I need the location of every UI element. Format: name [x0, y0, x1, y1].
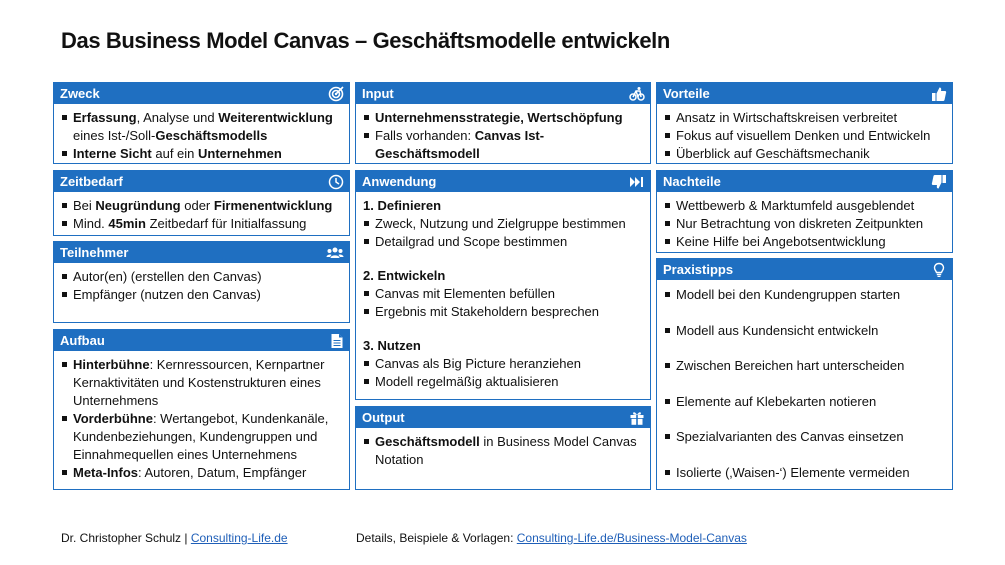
zweck-header	[54, 83, 349, 104]
list-item: Keine Hilfe bei Angebotsentwicklung	[664, 233, 946, 251]
output-header	[356, 407, 650, 428]
target-icon	[328, 86, 344, 102]
list-item: Empfänger (nutzen den Canvas)	[61, 286, 343, 304]
fast-forward-icon	[629, 174, 645, 190]
anwendung-box	[355, 170, 651, 400]
step-title: 3. Nutzen	[363, 338, 421, 353]
thumbs-up-icon	[931, 86, 947, 102]
zeitbedarf-box	[53, 170, 350, 236]
details-link[interactable]: Consulting-Life.de/Business-Model-Canvas	[516, 531, 747, 545]
list-item: Canvas mit Elementen befüllen	[363, 285, 644, 303]
list-item: Bei Neugründung oder Firmenentwicklung	[61, 197, 343, 215]
list-item: Ansatz in Wirtschaftskreisen verbreitet	[664, 109, 946, 127]
zeitbedarf-header	[54, 171, 349, 192]
list-item: Detailgrad und Scope bestimmen	[363, 233, 644, 251]
list-item: Ergebnis mit Stakeholdern besprechen	[363, 303, 644, 321]
list-item: Elemente auf Klebekarten notieren	[664, 393, 946, 411]
list-item: Nur Betrachtung von diskreten Zeitpunkten	[664, 215, 946, 233]
praxistipps-heading: Praxistipps	[663, 262, 734, 277]
list-item: Zweck, Nutzung und Zielgruppe bestimmen	[363, 215, 644, 233]
nachteile-header	[657, 171, 952, 192]
anwendung-heading: Anwendung	[362, 174, 437, 189]
zweck-heading: Zweck	[60, 86, 100, 101]
people-icon	[326, 245, 344, 261]
teilnehmer-header	[54, 242, 349, 263]
list-item: Isolierte (‚Waisen-‘) Elemente vermeiden	[664, 464, 946, 482]
output-box	[355, 406, 651, 490]
input-heading: Input	[362, 86, 394, 101]
vorteile-heading: Vorteile	[663, 86, 710, 101]
list-item: Mind. 45min Zeitbedarf für Initialfassung	[61, 215, 343, 233]
list-item: Geschäftsmodell in Business Model Canvas Notation	[363, 433, 644, 469]
nachteile-box	[656, 170, 953, 253]
list-item: Wettbewerb & Marktumfeld ausgeblendet	[664, 197, 946, 215]
document-icon	[330, 333, 344, 349]
aufbau-header	[54, 330, 349, 351]
list-item: Zwischen Bereichen hart unterscheiden	[664, 357, 946, 375]
footer-author: Dr. Christopher Schulz | Consulting-Life.de	[61, 531, 288, 545]
footer-details: Details, Beispiele & Vorlagen: Consulting-Life.de/Business-Model-Canvas	[356, 531, 747, 545]
list-item: Canvas als Big Picture heranziehen	[363, 355, 644, 373]
praxistipps-header	[657, 259, 952, 280]
list-item: Interne Sicht auf ein Unternehmen	[61, 145, 343, 163]
aufbau-heading: Aufbau	[60, 333, 105, 348]
step-title: 2. Entwickeln	[363, 268, 446, 283]
input-header	[356, 83, 650, 104]
lightbulb-icon	[931, 262, 947, 278]
teilnehmer-heading: Teilnehmer	[60, 245, 129, 260]
list-item: Erfassung, Analyse und Weiterentwicklung eines Ist-/Soll-Geschäftsmodells	[61, 109, 343, 145]
praxistipps-box	[656, 258, 953, 490]
zeitbedarf-heading: Zeitbedarf	[60, 174, 123, 189]
aufbau-box	[53, 329, 350, 490]
zweck-box	[53, 82, 350, 164]
anwendung-header	[356, 171, 650, 192]
list-item: Fokus auf visuellem Denken und Entwickeln	[664, 127, 946, 145]
teilnehmer-box	[53, 241, 350, 323]
list-item: Modell bei den Kundengruppen starten	[664, 286, 946, 304]
list-item: Hinterbühne: Kernressourcen, Kernpartner Kernaktivitäten und Kostenstrukturen eines Unternehmens	[61, 356, 343, 410]
author-link[interactable]: Consulting-Life.de	[190, 531, 288, 545]
list-item: Modell regelmäßig aktualisieren	[363, 373, 644, 391]
list-item: Vorderbühne: Wertangebot, Kundenkanäle, Kundenbeziehungen, Kundengruppen und Einnahmequellen eines Unternehmens	[61, 410, 343, 464]
list-item: Falls vorhanden: Canvas Ist-Geschäftsmodell	[363, 127, 644, 163]
nachteile-heading: Nachteile	[663, 174, 721, 189]
clock-icon	[328, 174, 344, 190]
step-title: 1. Definieren	[363, 198, 442, 213]
list-item: Überblick auf Geschäftsmechanik	[664, 145, 946, 163]
list-item: Meta-Infos: Autoren, Datum, Empfänger	[61, 464, 343, 482]
bicycle-icon	[629, 86, 645, 102]
thumbs-down-icon	[931, 174, 947, 190]
list-item: Modell aus Kundensicht entwickeln	[664, 322, 946, 340]
input-box	[355, 82, 651, 164]
vorteile-header	[657, 83, 952, 104]
vorteile-box	[656, 82, 953, 164]
list-item: Autor(en) (erstellen den Canvas)	[61, 268, 343, 286]
gift-icon	[629, 410, 645, 426]
output-heading: Output	[362, 410, 405, 425]
list-item: Unternehmensstrategie, Wertschöpfung	[363, 109, 644, 127]
list-item: Spezialvarianten des Canvas einsetzen	[664, 428, 946, 446]
page-title: Das Business Model Canvas – Geschäftsmodelle entwickeln	[61, 28, 670, 53]
